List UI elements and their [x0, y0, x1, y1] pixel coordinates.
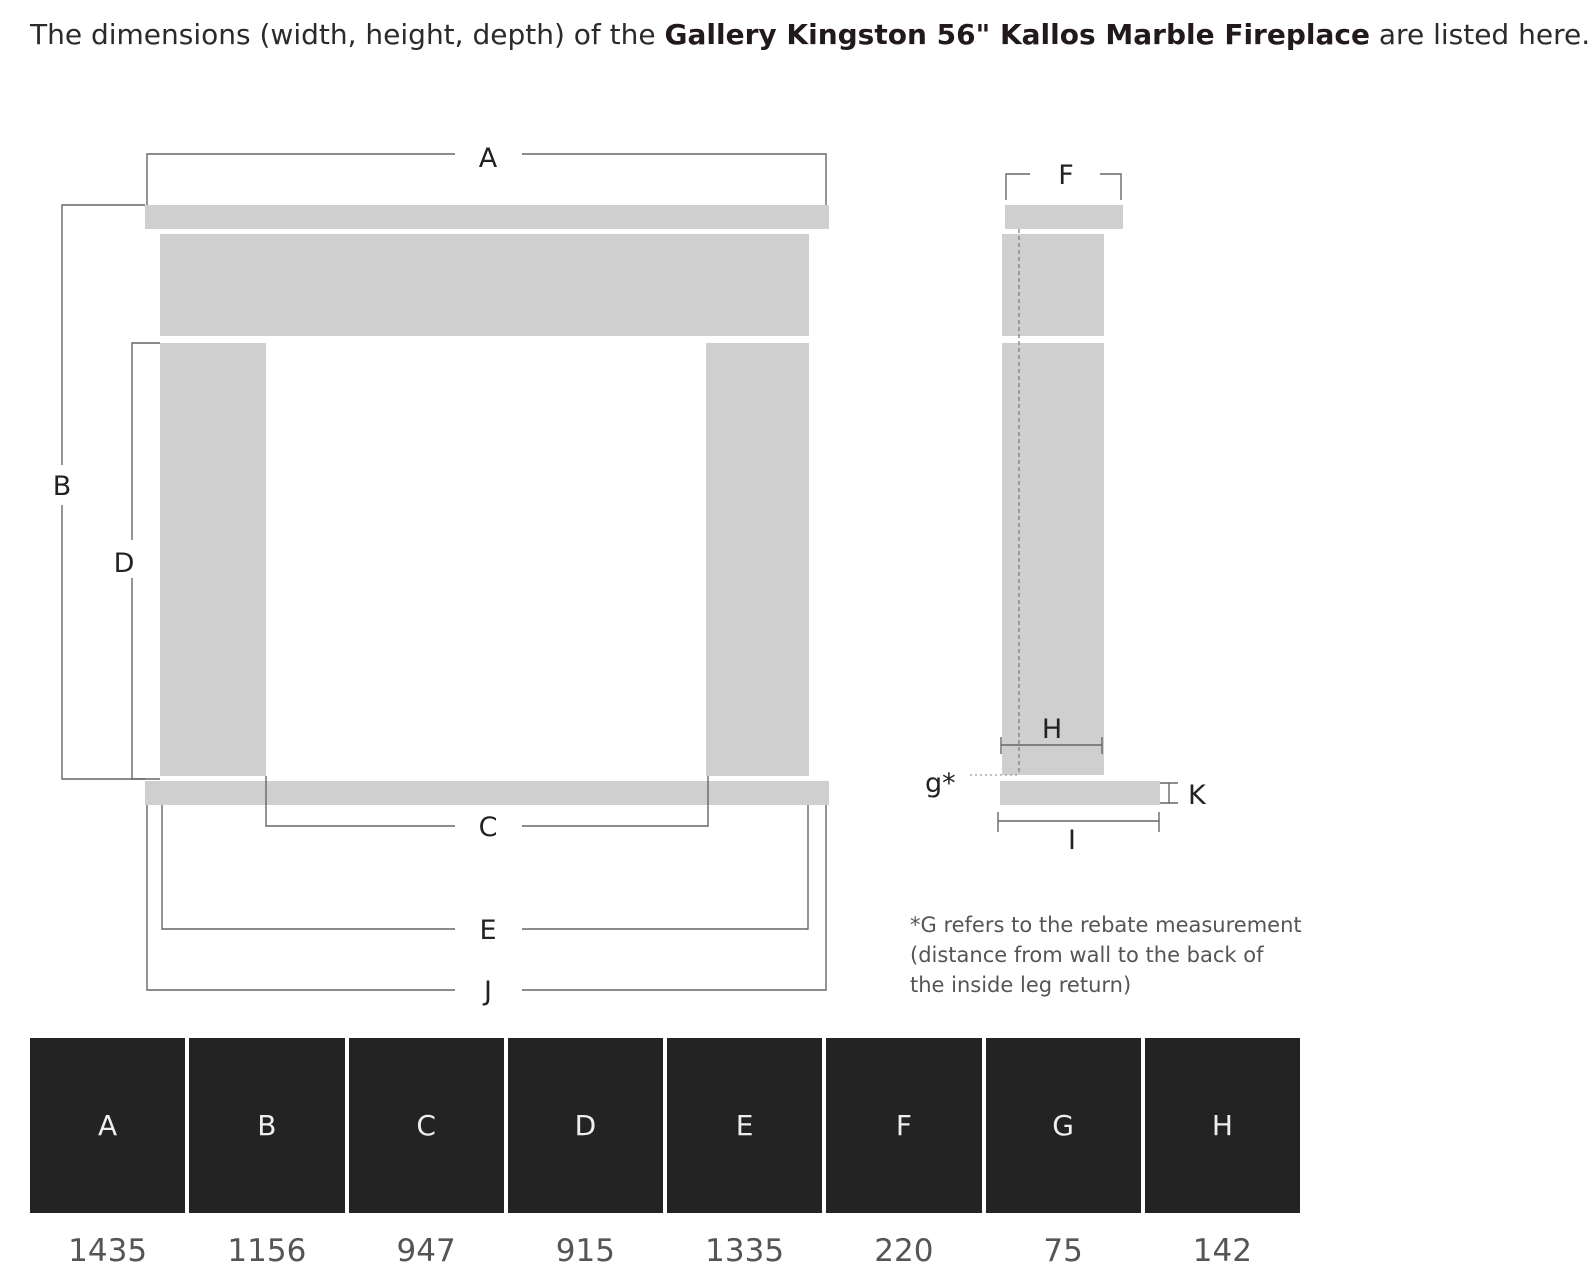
rebate-note-line-3: the inside leg return): [910, 973, 1132, 997]
rebate-note-line-2: (distance from wall to the back of: [910, 943, 1264, 967]
value-cell-d: 915: [555, 1233, 615, 1269]
header-cell-h: H: [1145, 1038, 1300, 1213]
intro-suffix: are listed here.: [1369, 18, 1590, 51]
intro-prefix: The dimensions (width, height, depth) of the: [30, 18, 665, 51]
left-leg: [160, 343, 266, 776]
dimension-line-i: [998, 812, 1159, 832]
header-cell-f: F: [826, 1038, 981, 1213]
label-f: F: [1058, 160, 1074, 191]
label-d: D: [113, 548, 135, 579]
label-a: A: [478, 143, 498, 174]
value-cell-h: 142: [1192, 1233, 1252, 1269]
value-cell-f: 220: [874, 1233, 934, 1269]
header-cell-e: E: [667, 1038, 822, 1213]
rebate-note-line-1: *G refers to the rebate measurement: [910, 913, 1302, 937]
side-view: [910, 160, 1302, 997]
label-h: H: [1041, 714, 1063, 745]
value-cell-b: 1156: [227, 1233, 307, 1269]
dimension-table-values: [30, 1233, 1300, 1269]
dimension-line-k: [1160, 783, 1178, 803]
value-cell-e: 1335: [705, 1233, 785, 1269]
header-cell-b: B: [189, 1038, 344, 1213]
side-hearth: [1000, 781, 1160, 805]
label-k: K: [1188, 780, 1206, 811]
label-i: I: [1068, 825, 1076, 856]
label-g: g*: [925, 768, 956, 799]
value-cell-g: 75: [1043, 1233, 1083, 1269]
side-mantel-shelf: [1005, 205, 1123, 229]
frieze-panel: [160, 234, 809, 336]
value-cell-c: 947: [396, 1233, 456, 1269]
side-leg: [1002, 343, 1104, 775]
label-b: B: [52, 471, 72, 502]
hearth: [145, 781, 829, 805]
front-view: [53, 143, 829, 1007]
header-cell-c: C: [349, 1038, 504, 1213]
header-cell-g: G: [986, 1038, 1141, 1213]
product-name: Gallery Kingston 56" Kallos Marble Fireplace: [664, 18, 1370, 51]
dimension-line-d: [132, 343, 160, 779]
header-cell-d: D: [508, 1038, 663, 1213]
label-j: J: [484, 976, 492, 1007]
header-cell-a: A: [30, 1038, 185, 1213]
dimension-table-header: [30, 1038, 1300, 1213]
right-leg: [706, 343, 809, 776]
label-c: C: [478, 812, 498, 843]
value-cell-a: 1435: [68, 1233, 148, 1269]
intro-text: [30, 18, 1590, 51]
mantel-shelf: [145, 205, 829, 229]
dimension-table: [30, 1038, 1300, 1269]
label-e: E: [479, 915, 497, 946]
side-frieze: [1002, 234, 1104, 336]
fireplace-dimension-diagram: [0, 60, 1445, 1020]
